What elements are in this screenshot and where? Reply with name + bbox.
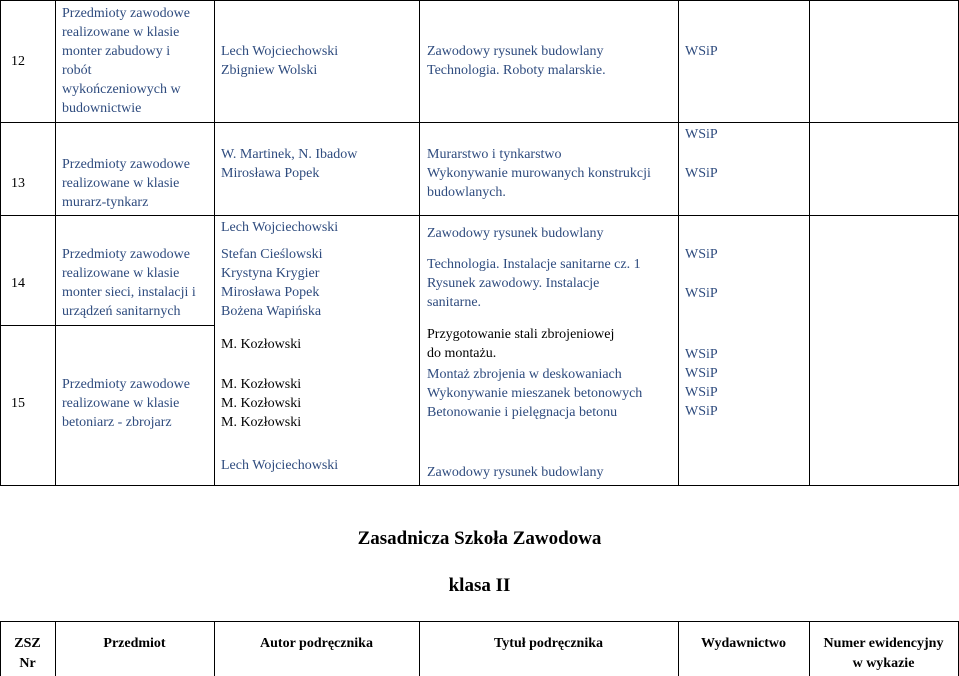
author-name: Krystyna Krygier: [221, 266, 320, 281]
book-title: Technologia. Instalacje sanitarne cz. 1: [427, 257, 641, 272]
book-title: budowlanych.: [427, 185, 506, 200]
header-title: Tytuł podręcznika: [493, 636, 604, 651]
header-publisher: Wydawnictwo: [700, 636, 787, 651]
publisher: WSiP: [685, 366, 718, 381]
author-name: Lech Wojciechowski: [221, 458, 339, 473]
subject-line: Przedmioty zawodowe: [62, 247, 190, 262]
subject-line: monter sieci, instalacji i: [62, 285, 196, 300]
row-number: 13: [11, 176, 25, 191]
subject-line: budownictwie: [62, 101, 142, 116]
header-zsz: ZSZ: [14, 636, 41, 651]
book-title: Wykonywanie murowanych konstrukcji: [427, 166, 651, 181]
book-title: Murarstwo i tynkarstwo: [427, 147, 562, 162]
subject-line: Przedmioty zawodowe: [62, 377, 190, 392]
subject-line: Przedmioty zawodowe: [62, 157, 190, 172]
subject-line: realizowane w klasie: [62, 176, 180, 191]
book-title: Wykonywanie mieszanek betonowych: [427, 386, 643, 401]
publisher: WSiP: [685, 247, 718, 262]
book-title: Zawodowy rysunek budowlany: [427, 226, 604, 241]
subject-line: Przedmioty zawodowe: [62, 6, 190, 21]
header-evidence-list: w wykazie: [852, 656, 915, 671]
publisher: WSiP: [685, 404, 718, 419]
book-title: Rysunek zawodowy. Instalacje: [427, 276, 600, 291]
subject-line: monter zabudowy i: [62, 44, 171, 59]
subject-line: realizowane w klasie: [62, 266, 180, 281]
book-title: Betonowanie i pielęgnacja betonu: [427, 405, 618, 420]
author-name: Zbigniew Wolski: [221, 63, 318, 78]
author-name: M. Kozłowski: [221, 396, 302, 411]
row-number: 14: [11, 276, 25, 291]
author-name: Mirosława Popek: [221, 166, 320, 181]
author-name: M. Kozłowski: [221, 377, 302, 392]
author-name: W. Martinek, N. Ibadow: [221, 147, 358, 162]
row-number: 15: [11, 396, 25, 411]
header-subject: Przedmiot: [103, 636, 166, 651]
class-heading: klasa II: [448, 575, 511, 596]
row-number: 12: [11, 54, 25, 69]
author-name: M. Kozłowski: [221, 337, 302, 352]
school-heading: Zasadnicza Szkoła Zawodowa: [357, 528, 602, 549]
header-author: Autor podręcznika: [260, 636, 373, 651]
publisher: WSiP: [685, 347, 718, 362]
subject-line: urządzeń sanitarnych: [62, 304, 181, 319]
author-name: Lech Wojciechowski: [221, 44, 339, 59]
book-title: sanitarne.: [427, 295, 482, 310]
header-nr: Nr: [19, 656, 36, 671]
book-title: Zawodowy rysunek budowlany: [427, 465, 604, 480]
author-name: Lech Wojciechowski: [221, 220, 339, 235]
subject-line: wykończeniowych w: [62, 82, 181, 97]
publisher: WSiP: [685, 127, 718, 142]
author-name: Stefan Cieślowski: [221, 247, 323, 262]
publisher: WSiP: [685, 385, 718, 400]
header-evidence-number: Numer ewidencyjny: [823, 636, 944, 651]
subject-line: murarz-tynkarz: [62, 195, 149, 210]
publisher: WSiP: [685, 44, 718, 59]
subject-line: robót: [62, 63, 92, 78]
publisher: WSiP: [685, 166, 718, 181]
subject-line: realizowane w klasie: [62, 25, 180, 40]
author-name: Mirosława Popek: [221, 285, 320, 300]
subject-line: betoniarz - zbrojarz: [62, 415, 172, 430]
book-title: Montaż zbrojenia w deskowaniach: [427, 367, 622, 382]
book-title: do montażu.: [427, 346, 497, 361]
book-title: Technologia. Roboty malarskie.: [427, 63, 606, 78]
book-title: Przygotowanie stali zbrojeniowej: [427, 327, 615, 342]
book-title: Zawodowy rysunek budowlany: [427, 44, 604, 59]
author-name: M. Kozłowski: [221, 415, 302, 430]
subject-line: realizowane w klasie: [62, 396, 180, 411]
publisher: WSiP: [685, 286, 718, 301]
author-name: Bożena Wapińska: [221, 304, 322, 319]
